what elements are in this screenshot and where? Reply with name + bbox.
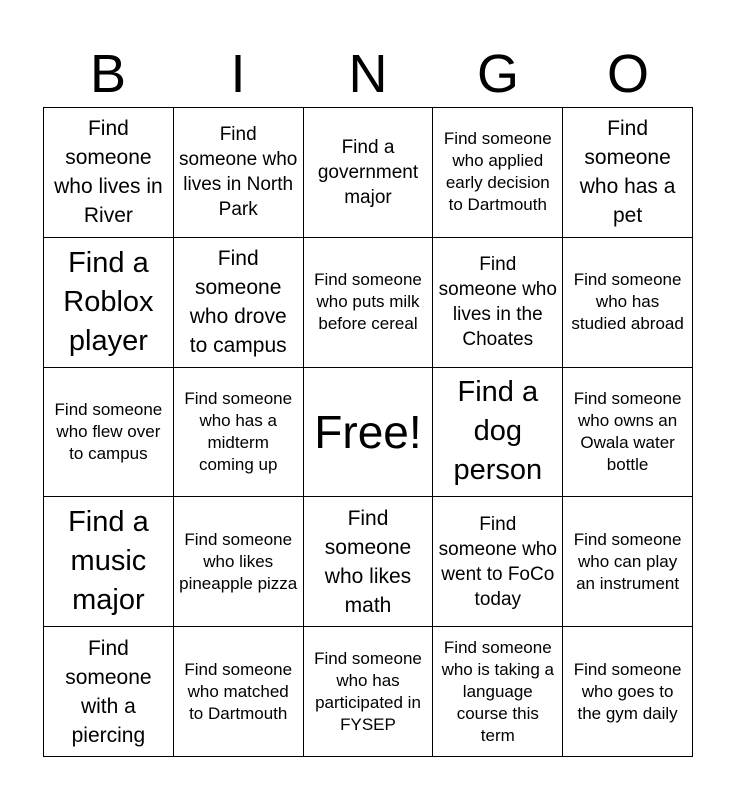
- bingo-cell-text: Find a music major: [68, 506, 149, 617]
- bingo-cell-r3c2[interactable]: [174, 368, 304, 498]
- bingo-cell-text: Find someone who lives in River: [54, 117, 163, 228]
- bingo-cell-text: Find someone who puts milk before cereal: [314, 270, 422, 334]
- bingo-cell-text: Find someone who flew over to campus: [54, 399, 163, 463]
- bingo-cell-r4c5[interactable]: [563, 497, 693, 627]
- bingo-board: [43, 107, 693, 757]
- bingo-cell-text: Find someone who lives in North Park: [179, 124, 298, 221]
- bingo-cell-text: Find someone who has a pet: [579, 117, 676, 228]
- bingo-cell-text: Find someone who matched to Dartmouth: [184, 659, 293, 723]
- bingo-cell-r5c2[interactable]: [174, 627, 304, 757]
- bingo-cell-r4c4[interactable]: [433, 497, 563, 627]
- bingo-cell-text: Find someone who owns an Owala water bottle: [573, 388, 682, 474]
- bingo-cell-r3c5[interactable]: [563, 368, 693, 498]
- bingo-cell-r2c2[interactable]: [174, 238, 304, 368]
- bingo-cell-text: Find someone who has studied abroad: [571, 270, 684, 334]
- bingo-cell-text: Find someone who can play an instrument: [573, 529, 682, 593]
- bingo-cell-text: Find someone who lives in the Choates: [438, 254, 557, 351]
- free-space-label: Free!: [314, 405, 422, 458]
- bingo-cell-text: Find someone who goes to the gym daily: [573, 659, 682, 723]
- bingo-cell-text: Find a Roblox player: [63, 246, 154, 357]
- bingo-cell-free[interactable]: [304, 368, 434, 498]
- bingo-cell-text: Find someone who went to FoCo today: [438, 513, 557, 610]
- bingo-cell-text: Find a government major: [317, 136, 419, 208]
- bingo-cell-r4c1[interactable]: [44, 497, 174, 627]
- bingo-header: [43, 40, 693, 108]
- bingo-cell-text: Find a dog person: [453, 376, 543, 487]
- bingo-cell-r3c4[interactable]: [433, 368, 563, 498]
- bingo-cell-r2c1[interactable]: [44, 238, 174, 368]
- bingo-cell-r5c4[interactable]: [433, 627, 563, 757]
- bingo-cell-r1c4[interactable]: [433, 108, 563, 238]
- header-letter-n: N: [348, 44, 388, 104]
- bingo-cell-r2c4[interactable]: [433, 238, 563, 368]
- bingo-cell-r1c2[interactable]: [174, 108, 304, 238]
- bingo-cell-r2c3[interactable]: [304, 238, 434, 368]
- bingo-cell-text: Find someone who has participated in FYSEP: [314, 648, 422, 734]
- bingo-cell-r3c1[interactable]: [44, 368, 174, 498]
- bingo-cell-r1c5[interactable]: [563, 108, 693, 238]
- bingo-cell-r5c1[interactable]: [44, 627, 174, 757]
- bingo-cell-text: Find someone who likes math: [324, 506, 412, 617]
- bingo-cell-r1c1[interactable]: [44, 108, 174, 238]
- bingo-cell-text: Find someone who is taking a language course this term: [441, 637, 555, 745]
- bingo-cell-r2c5[interactable]: [563, 238, 693, 368]
- bingo-cell-text: Find someone who applied early decision to Dartmouth: [443, 129, 552, 215]
- bingo-cell-r5c5[interactable]: [563, 627, 693, 757]
- bingo-cell-text: Find someone who likes pineapple pizza: [179, 529, 298, 593]
- bingo-cell-r4c3[interactable]: [304, 497, 434, 627]
- bingo-cell-r5c3[interactable]: [304, 627, 434, 757]
- header-letter-b: B: [89, 44, 127, 104]
- header-letter-g: G: [476, 44, 519, 104]
- bingo-cell-text: Find someone who has a midterm coming up: [184, 388, 293, 474]
- header-letter-o: O: [606, 44, 649, 104]
- bingo-cell-r1c3[interactable]: [304, 108, 434, 238]
- bingo-cell-r4c2[interactable]: [174, 497, 304, 627]
- bingo-cell-text: Find someone who drove to campus: [189, 247, 287, 358]
- bingo-cell-text: Find someone with a piercing: [65, 636, 152, 747]
- header-letter-i: I: [230, 44, 246, 104]
